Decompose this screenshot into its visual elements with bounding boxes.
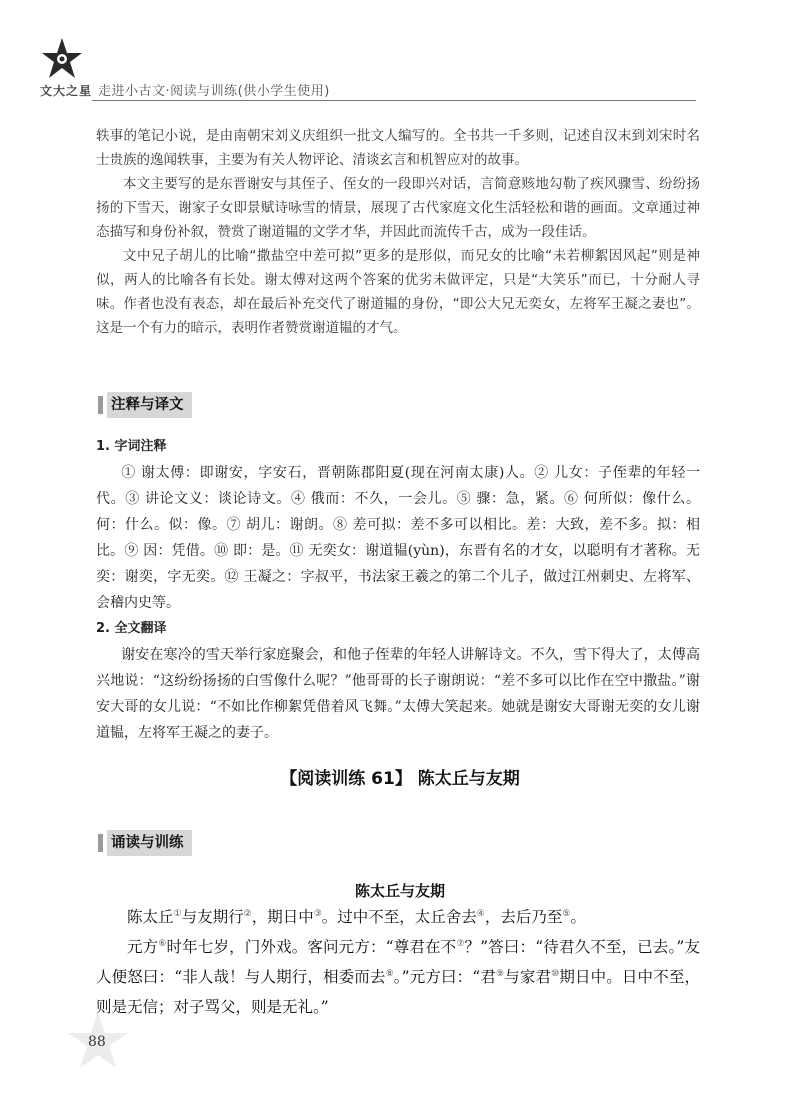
text-run: 时年七岁，门外戏。客问元方：“尊君在不 <box>166 938 457 956</box>
heading-bar <box>98 396 103 414</box>
footnote-marker: ⑨ <box>496 968 505 979</box>
section-heading-label: 注释与译文 <box>107 392 192 418</box>
text-run: 。过中不至，太丘舍去 <box>321 908 477 926</box>
classical-paragraph-1 <box>96 902 700 932</box>
translation-paragraph: 谢安在寒冷的雪天举行家庭聚会，和他子侄辈的年轻人讲解诗文。不久，雪下得大了，太傅高兴地说：“这纷纷扬扬的白雪像什么呢？”他哥哥的长子谢朗说：“差不多可以比作在空中撒盐。”谢安大哥的女儿说：“不如比作柳絮凭借着风飞舞。”太傅大笑起来。她就是谢安大哥谢无奕的女儿谢道韫，左将军王凝之的妻子。 <box>96 647 700 741</box>
text-run: ，期日中 <box>251 908 314 926</box>
page-number: 88 <box>88 1034 106 1050</box>
text-run: 元方 <box>127 938 159 956</box>
header-divider <box>92 100 696 101</box>
intro-text <box>96 124 700 340</box>
text-run: 。 <box>570 908 586 926</box>
footnote-marker: ⑤ <box>562 908 571 919</box>
footnote-marker: ⑧ <box>385 968 394 979</box>
page-header <box>0 0 800 110</box>
series-title: 走进小古文·阅读与训练(供小学生使用) <box>98 84 330 99</box>
footnote-marker: ⑥ <box>158 938 167 949</box>
text-run: 陈太丘 <box>127 908 174 926</box>
classical-text <box>96 902 700 1022</box>
text-run: ？”答曰：“待君久不至，已去。”友人便怒曰：“非人哉！与人期行，相委而去 <box>96 938 700 986</box>
logo-text: 文大之星 <box>40 84 93 98</box>
section-heading-reading <box>98 830 218 856</box>
text-run: 与友期行 <box>181 908 244 926</box>
section-heading-label: 诵读与训练 <box>107 830 192 856</box>
text-run: 期日中。日中不至，则是无信；对子骂父，则是无礼。” <box>96 968 700 1016</box>
footnote-marker: ① <box>173 908 182 919</box>
intro-paragraph-1: 轶事的笔记小说，是由南朝宋刘义庆组织一批文人编写的。全书共一千多则，记述自汉末到刘宋时名士贵族的逸闻轶事，主要为有关人物评论、清谈玄言和机智应对的故事。 <box>96 128 700 168</box>
subheading-word-notes: 1. 字词注释 <box>96 439 167 454</box>
footnote-marker: ② <box>243 908 252 919</box>
star-logo-icon <box>42 38 82 80</box>
intro-paragraph-3: 文中兄子胡儿的比喻“撒盐空中差可拟”更多的是形似，而兄女的比喻“未若柳絮因风起”则是神似，两人的比喻各有长处。谢太傅对这两个答案的优劣未做评定，只是“大笑乐”而已，十分耐人寻味。作者也没有表态，却在最后补充交代了谢道韫的身份，“即公大兄无奕女，左将军王凝之妻也”。这是一个有力的暗示，表明作者赞赏谢道韫的才气。 <box>96 248 700 336</box>
classical-text-title: 陈太丘与友期 <box>354 882 445 900</box>
footnote-marker: ③ <box>313 908 322 919</box>
notes-body <box>96 434 700 746</box>
footnote-marker: ⑦ <box>456 938 465 949</box>
classical-paragraph-2 <box>96 932 700 1022</box>
heading-bar <box>98 834 103 852</box>
text-run: 与家君 <box>504 968 552 986</box>
lesson-title: 【阅读训练 61】 陈太丘与友期 <box>280 769 520 789</box>
footnote-marker: ⑩ <box>551 968 560 979</box>
section-heading-notes <box>98 392 218 418</box>
footnote-marker: ④ <box>476 908 485 919</box>
intro-paragraph-2: 本文主要写的是东晋谢安与其侄子、侄女的一段即兴对话，言简意赅地勾勒了疾风骤雪、纷纷扬扬的下雪天，谢家子女即景赋诗咏雪的情景，展现了古代家庭文化生活轻松和谐的画面。文章通过神态描写和身份补叙，赞赏了谢道韫的文学才华，并因此而流传千古，成为一段佳话。 <box>96 176 700 240</box>
annotation-paragraph: ① 谢太傅：即谢安，字安石，晋朝陈郡阳夏(现在河南太康)人。② 儿女：子侄辈的年轻一代。③ 讲论文义：谈论诗文。④ 俄而：不久，一会儿。⑤ 骤：急，紧。⑥ 何所似：像什么。何：什么。似：像。⑦ 胡儿：谢朗。⑧ 差可拟：差不多可以相比。差：大致，差不多。拟：相比。⑨ 因：凭借。⑩ 即：是。⑪ 无奕女：谢道韫(yùn)，东晋有名的才女，以聪明有才著称。无奕：谢奕，字无奕。⑫ 王凝之：字叔平，书法家王羲之的第二个儿子，做过江州刺史、左将军、会稽内史等。 <box>96 465 700 611</box>
text-run: 。”元方曰：“君 <box>393 968 496 986</box>
subheading-translation: 2. 全文翻译 <box>96 621 167 636</box>
text-run: ，去后乃至 <box>484 908 563 926</box>
